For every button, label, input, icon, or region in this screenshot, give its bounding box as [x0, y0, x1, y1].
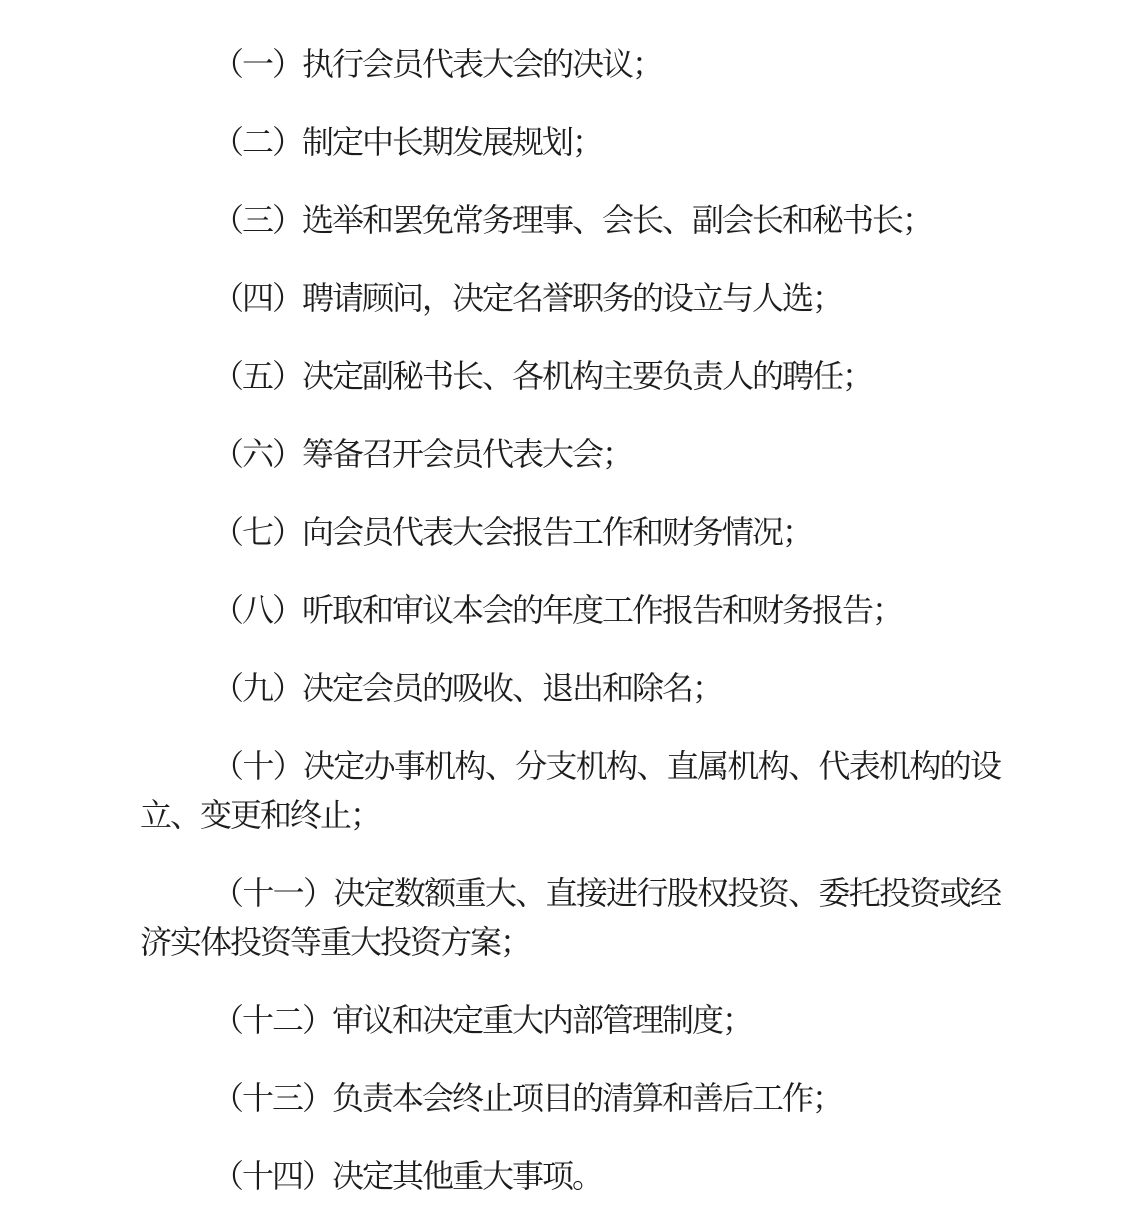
bylaw-item-4	[140, 274, 1000, 323]
text-line: （九）决定会员的吸收、退出和除名；	[212, 670, 723, 706]
bylaw-item-14	[140, 1152, 1000, 1201]
text-line: （三）选举和罢免常务理事、会长、副会长和秘书长；	[212, 202, 933, 238]
bylaw-item-1	[140, 40, 1000, 89]
bylaw-item-5	[140, 352, 1000, 401]
text-line: （十二）审议和决定重大内部管理制度；	[212, 1002, 753, 1038]
paragraph-list	[140, 40, 1000, 1201]
bylaw-item-11	[140, 869, 1000, 967]
text-line: （二）制定中长期发展规划；	[212, 124, 603, 160]
text-line: 济实体投资等重大投资方案；	[140, 924, 531, 960]
bylaw-item-8	[140, 586, 1000, 635]
text-line: 立、变更和终止；	[140, 797, 381, 833]
bylaw-item-13	[140, 1074, 1000, 1123]
text-line: （六）筹备召开会员代表大会；	[212, 436, 633, 472]
text-line: （一）执行会员代表大会的决议；	[212, 46, 663, 82]
bylaw-item-9	[140, 664, 1000, 713]
bylaw-item-7	[140, 508, 1000, 557]
text-line: （五）决定副秘书长、各机构主要负责人的聘任；	[212, 358, 873, 394]
bylaw-item-6	[140, 430, 1000, 479]
text-line: （四）聘请顾问，决定名誉职务的设立与人选；	[212, 280, 843, 316]
text-line: （十三）负责本会终止项目的清算和善后工作；	[212, 1080, 843, 1116]
bylaw-item-3	[140, 196, 1000, 245]
text-line: （八）听取和审议本会的年度工作报告和财务报告；	[212, 592, 903, 628]
text-line: （七）向会员代表大会报告工作和财务情况；	[212, 514, 813, 550]
text-line: （十一）决定数额重大、直接进行股权投资、委托投资或经	[212, 875, 1000, 911]
bylaw-item-10	[140, 742, 1000, 840]
text-line: （十）决定办事机构、分支机构、直属机构、代表机构的设	[212, 748, 1000, 784]
bylaw-item-2	[140, 118, 1000, 167]
text-line: （十四）决定其他重大事项。	[212, 1158, 603, 1194]
bylaw-item-12	[140, 996, 1000, 1045]
